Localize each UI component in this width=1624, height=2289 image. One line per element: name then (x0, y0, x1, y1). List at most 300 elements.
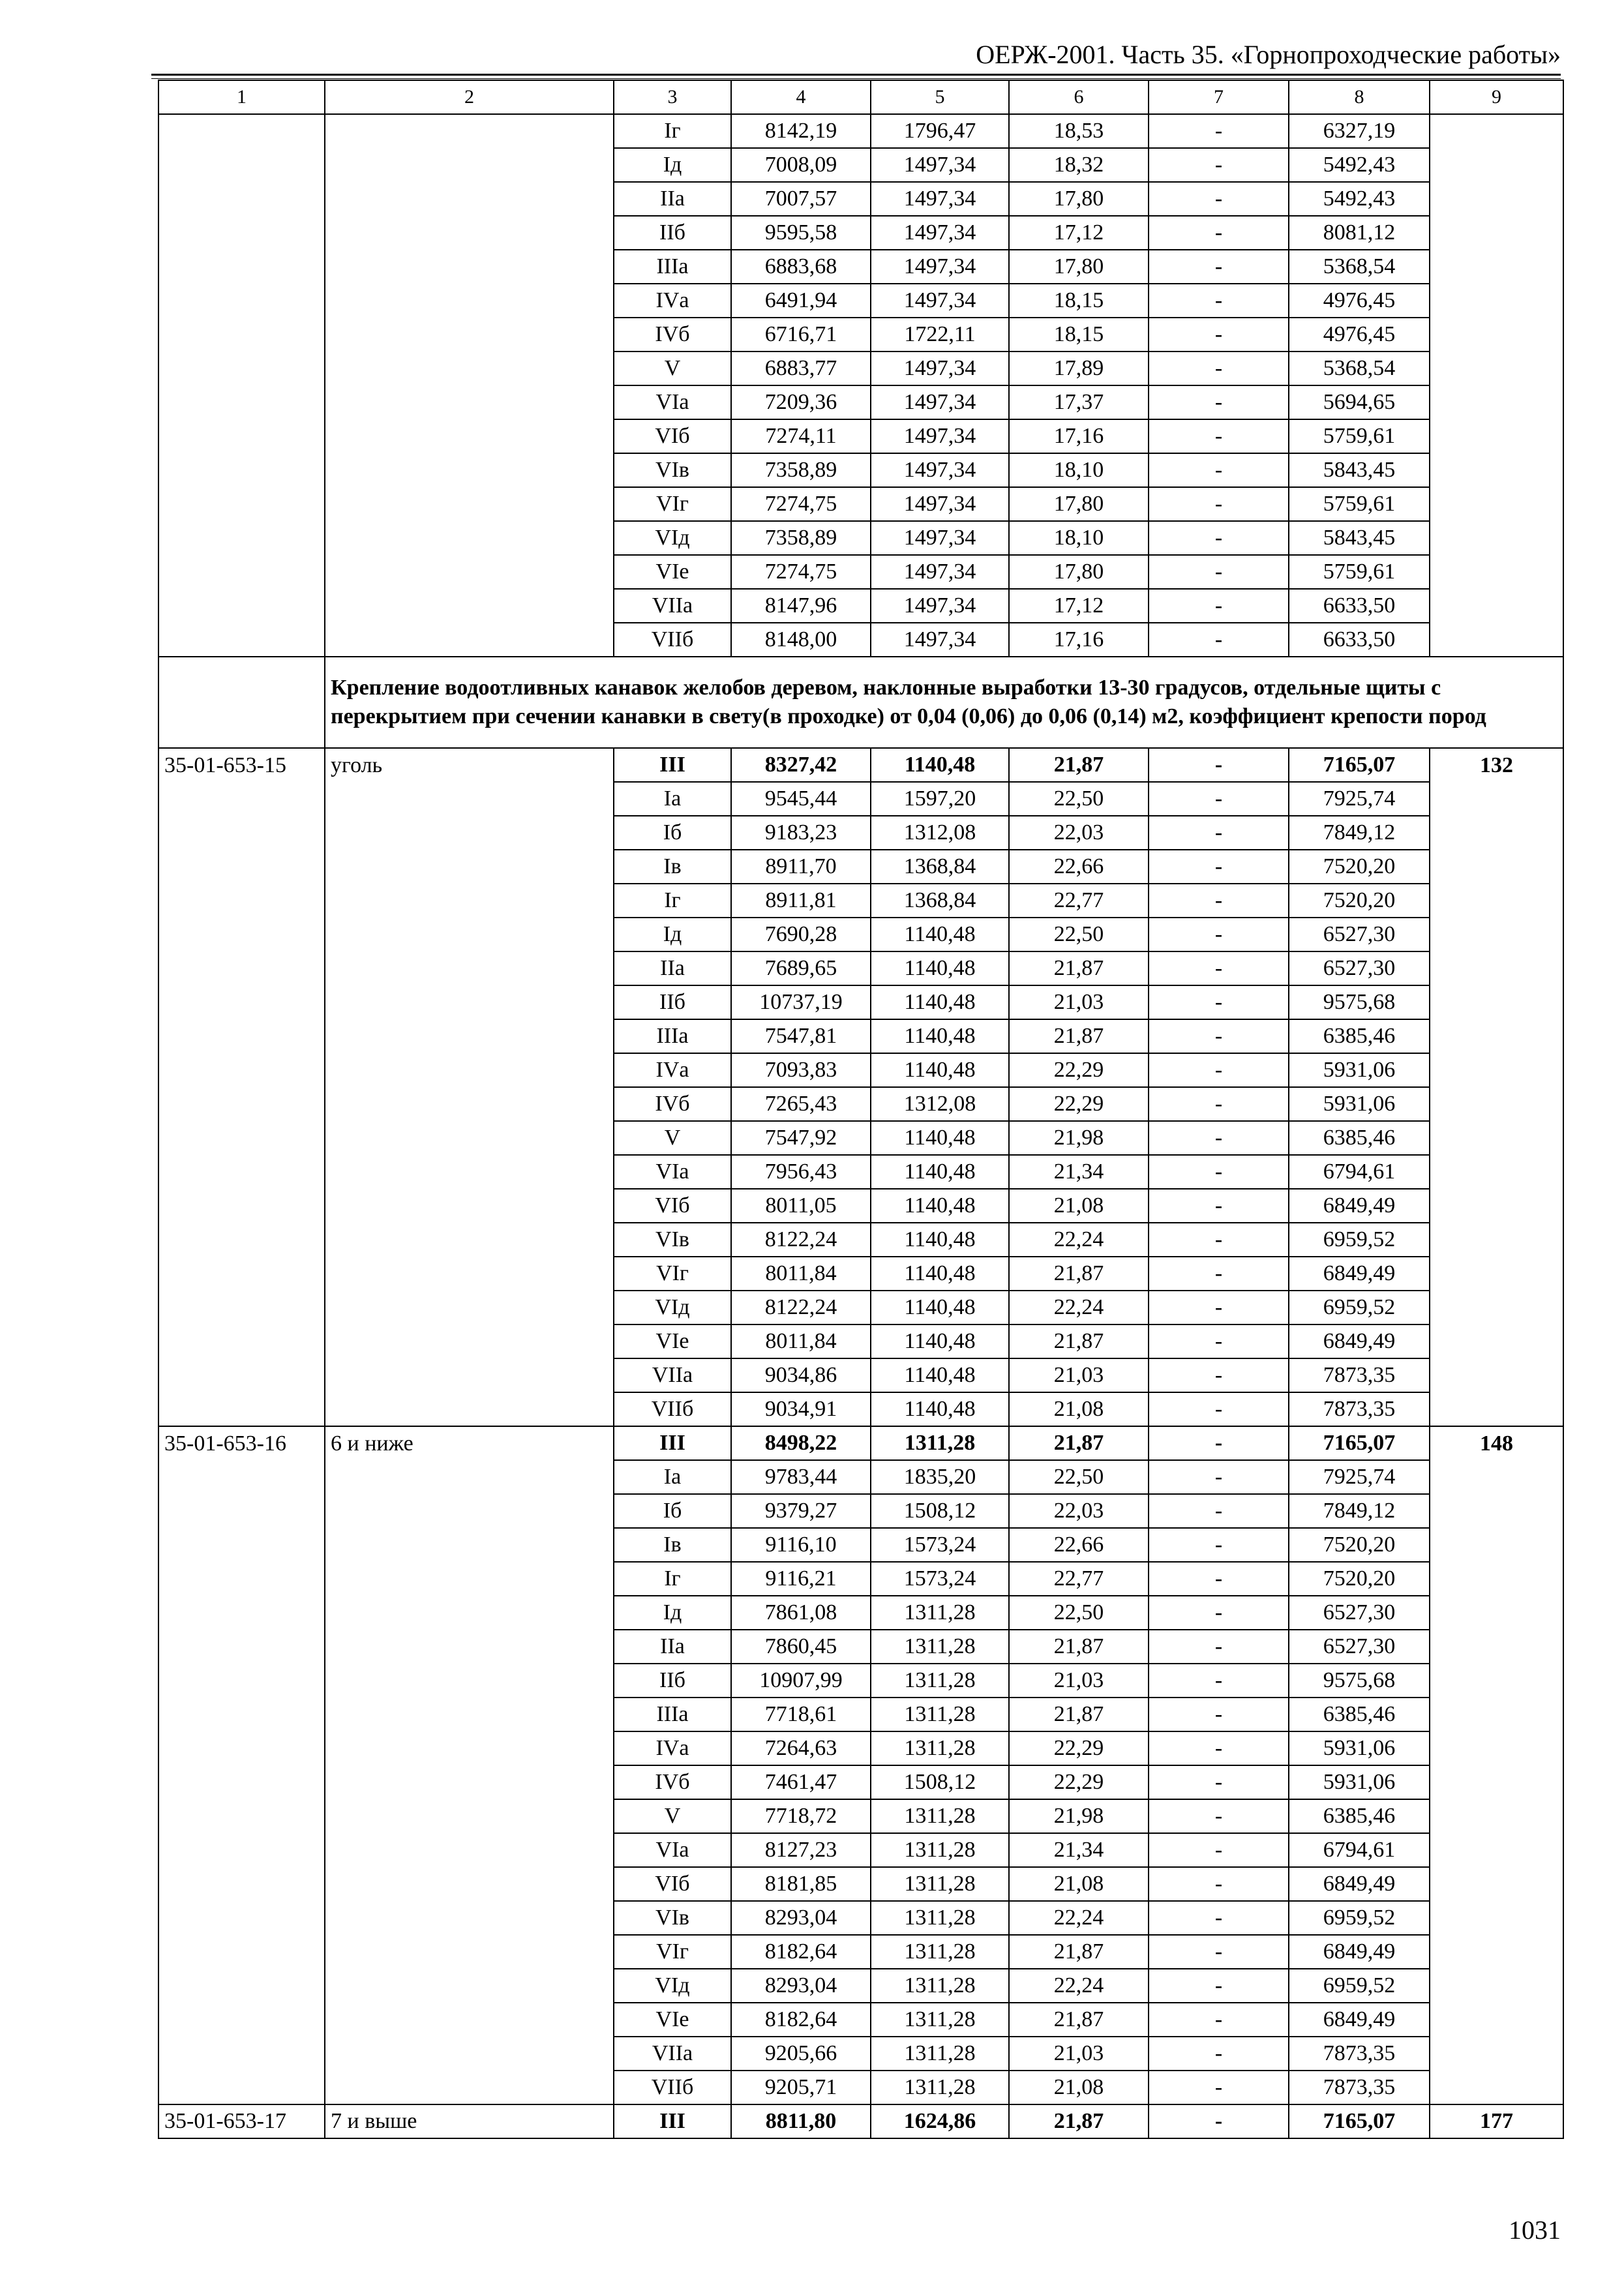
materials-cost: 6794,61 (1289, 1833, 1430, 1867)
table-row (158, 2003, 1563, 2037)
rock-category (325, 1223, 614, 1257)
total-cost: 6491,94 (731, 284, 871, 318)
total-cost: 9205,71 (731, 2071, 871, 2104)
group-number (1430, 1867, 1563, 1901)
column-number: 5 (871, 80, 1009, 114)
materials-cost: 7849,12 (1289, 1494, 1430, 1528)
group-number (1430, 1528, 1563, 1562)
group-number (1430, 419, 1563, 453)
rock-class: VIд (614, 1969, 731, 2003)
table-row (158, 182, 1563, 216)
rock-category (325, 1019, 614, 1053)
table-row (158, 1562, 1563, 1596)
table-row (158, 1596, 1563, 1630)
total-cost: 7358,89 (731, 521, 871, 555)
materials-cost: 6527,30 (1289, 918, 1430, 951)
table-row (158, 1087, 1563, 1121)
total-cost: 8327,42 (731, 748, 871, 782)
wages: 1497,34 (871, 284, 1009, 318)
rock-class: VIIб (614, 2071, 731, 2104)
rate-code (158, 1630, 325, 1664)
wages: 1497,34 (871, 216, 1009, 250)
materials-cost: 6794,61 (1289, 1155, 1430, 1189)
column-number: 9 (1430, 80, 1563, 114)
table-row (158, 748, 1563, 782)
materials-cost: 6527,30 (1289, 1596, 1430, 1630)
machinist-wages: - (1149, 1291, 1289, 1324)
group-number (1430, 318, 1563, 352)
wages: 1312,08 (871, 1087, 1009, 1121)
table-row (158, 1935, 1563, 1969)
table-row (158, 1257, 1563, 1291)
materials-cost: 7849,12 (1289, 816, 1430, 850)
materials-cost: 5843,45 (1289, 453, 1430, 487)
group-number (1430, 1596, 1563, 1630)
machinist-wages: - (1149, 1324, 1289, 1358)
rock-category (325, 318, 614, 352)
machine-cost: 21,87 (1009, 748, 1149, 782)
group-number (1430, 850, 1563, 884)
materials-cost: 6849,49 (1289, 1324, 1430, 1358)
rock-category (325, 1765, 614, 1799)
wages: 1311,28 (871, 2071, 1009, 2104)
rock-class: VIIб (614, 1392, 731, 1426)
machinist-wages: - (1149, 589, 1289, 623)
machine-cost: 22,24 (1009, 1969, 1149, 2003)
table-row (158, 816, 1563, 850)
machine-cost: 22,24 (1009, 1223, 1149, 1257)
group-number (1430, 918, 1563, 951)
total-cost: 9116,21 (731, 1562, 871, 1596)
machine-cost: 22,29 (1009, 1731, 1149, 1765)
total-cost: 8122,24 (731, 1291, 871, 1324)
group-number (1430, 487, 1563, 521)
table-row (158, 1223, 1563, 1257)
total-cost: 8127,23 (731, 1833, 871, 1867)
rock-class: IIа (614, 182, 731, 216)
machine-cost: 17,12 (1009, 589, 1149, 623)
group-number (1430, 216, 1563, 250)
materials-cost: 6849,49 (1289, 1189, 1430, 1223)
rock-category: 6 и ниже (325, 1426, 614, 1460)
total-cost: 7265,43 (731, 1087, 871, 1121)
rock-category (325, 623, 614, 657)
machinist-wages: - (1149, 2071, 1289, 2104)
rock-category (325, 385, 614, 419)
rate-code (158, 1664, 325, 1698)
rock-category: 7 и выше (325, 2104, 614, 2138)
rock-class: IVб (614, 1087, 731, 1121)
group-number: 148 (1430, 1426, 1563, 1460)
materials-cost: 6959,52 (1289, 1223, 1430, 1257)
rock-class: IIб (614, 1664, 731, 1698)
rate-code (158, 1223, 325, 1257)
group-number (1430, 1324, 1563, 1358)
group-number (1430, 1833, 1563, 1867)
column-number: 4 (731, 80, 871, 114)
machine-cost: 22,77 (1009, 1562, 1149, 1596)
rock-category (325, 816, 614, 850)
rock-category (325, 1935, 614, 1969)
total-cost: 7008,09 (731, 148, 871, 182)
machinist-wages: - (1149, 1528, 1289, 1562)
wages: 1140,48 (871, 951, 1009, 985)
wages: 1311,28 (871, 1901, 1009, 1935)
rate-code (158, 1698, 325, 1731)
machine-cost: 21,87 (1009, 2003, 1149, 2037)
rock-class: Iв (614, 1528, 731, 1562)
group-number (1430, 1494, 1563, 1528)
machinist-wages: - (1149, 1630, 1289, 1664)
machinist-wages: - (1149, 1765, 1289, 1799)
wages: 1140,48 (871, 1291, 1009, 1324)
rock-category (325, 1731, 614, 1765)
rate-code (158, 1155, 325, 1189)
machine-cost: 22,66 (1009, 850, 1149, 884)
rock-class: VIIа (614, 1358, 731, 1392)
rate-code (158, 850, 325, 884)
rock-category (325, 1087, 614, 1121)
group-number (1430, 114, 1563, 148)
rock-category (325, 951, 614, 985)
materials-cost: 5931,06 (1289, 1053, 1430, 1087)
rock-class: VIIа (614, 2037, 731, 2071)
machine-cost: 21,87 (1009, 1630, 1149, 1664)
group-number (1430, 1291, 1563, 1324)
rock-category (325, 1698, 614, 1731)
table-row (158, 2071, 1563, 2104)
machinist-wages: - (1149, 114, 1289, 148)
column-number: 8 (1289, 80, 1430, 114)
machine-cost: 18,53 (1009, 114, 1149, 148)
rock-category (325, 1630, 614, 1664)
group-number (1430, 1053, 1563, 1087)
group-number (1430, 148, 1563, 182)
total-cost: 8011,84 (731, 1324, 871, 1358)
wages: 1497,34 (871, 148, 1009, 182)
rate-code (158, 1562, 325, 1596)
table-row (158, 782, 1563, 816)
machinist-wages: - (1149, 1189, 1289, 1223)
materials-cost: 7520,20 (1289, 1528, 1430, 1562)
wages: 1796,47 (871, 114, 1009, 148)
machine-cost: 22,50 (1009, 918, 1149, 951)
group-number (1430, 1358, 1563, 1392)
group-number (1430, 1765, 1563, 1799)
table-row (158, 1358, 1563, 1392)
machine-cost: 21,03 (1009, 1358, 1149, 1392)
table-row (158, 850, 1563, 884)
rock-category (325, 1324, 614, 1358)
total-cost: 8122,24 (731, 1223, 871, 1257)
rock-class: VIд (614, 521, 731, 555)
rate-code (158, 148, 325, 182)
table-row (158, 352, 1563, 385)
table-row (158, 2037, 1563, 2071)
wages: 1311,28 (871, 1664, 1009, 1698)
rate-code (158, 1087, 325, 1121)
rock-class: VIIб (614, 623, 731, 657)
machinist-wages: - (1149, 1494, 1289, 1528)
materials-cost: 7165,07 (1289, 1426, 1430, 1460)
total-cost: 9595,58 (731, 216, 871, 250)
rock-class: VIд (614, 1291, 731, 1324)
wages: 1497,34 (871, 385, 1009, 419)
machine-cost: 18,15 (1009, 318, 1149, 352)
machine-cost: 21,08 (1009, 2071, 1149, 2104)
document-header-title: ОЕРЖ-2001. Часть 35. «Горнопроходческие работы» (976, 40, 1561, 69)
machine-cost: 22,50 (1009, 1596, 1149, 1630)
rock-category (325, 2071, 614, 2104)
rock-class: IVб (614, 1765, 731, 1799)
total-cost: 8182,64 (731, 1935, 871, 1969)
table-row (158, 318, 1563, 352)
rock-category (325, 1291, 614, 1324)
wages: 1311,28 (871, 2003, 1009, 2037)
header-rule (151, 74, 1561, 79)
machinist-wages: - (1149, 1833, 1289, 1867)
rock-category: уголь (325, 748, 614, 782)
rock-class: Iг (614, 1562, 731, 1596)
wages: 1368,84 (871, 850, 1009, 884)
rock-category (325, 1596, 614, 1630)
materials-cost: 5931,06 (1289, 1087, 1430, 1121)
total-cost: 9034,86 (731, 1358, 871, 1392)
materials-cost: 8081,12 (1289, 216, 1430, 250)
rock-class: VIе (614, 1324, 731, 1358)
rock-category (325, 1833, 614, 1867)
total-cost: 7689,65 (731, 951, 871, 985)
wages: 1312,08 (871, 816, 1009, 850)
rate-code (158, 521, 325, 555)
column-number: 2 (325, 80, 614, 114)
table-row (158, 589, 1563, 623)
materials-cost: 7520,20 (1289, 1562, 1430, 1596)
wages: 1497,34 (871, 182, 1009, 216)
total-cost: 7861,08 (731, 1596, 871, 1630)
machine-cost: 18,10 (1009, 521, 1149, 555)
table-row (158, 1121, 1563, 1155)
rock-class: VIг (614, 1935, 731, 1969)
group-number (1430, 1664, 1563, 1698)
materials-cost: 6959,52 (1289, 1291, 1430, 1324)
materials-cost: 7165,07 (1289, 748, 1430, 782)
machine-cost: 17,80 (1009, 182, 1149, 216)
total-cost: 8293,04 (731, 1901, 871, 1935)
total-cost: 7718,72 (731, 1799, 871, 1833)
total-cost: 7358,89 (731, 453, 871, 487)
machinist-wages: - (1149, 216, 1289, 250)
machinist-wages: - (1149, 1901, 1289, 1935)
machinist-wages: - (1149, 1596, 1289, 1630)
rock-category (325, 419, 614, 453)
rock-category (325, 884, 614, 918)
rock-category (325, 284, 614, 318)
total-cost: 7547,81 (731, 1019, 871, 1053)
total-cost: 7860,45 (731, 1630, 871, 1664)
machinist-wages: - (1149, 1562, 1289, 1596)
materials-cost: 6849,49 (1289, 2003, 1430, 2037)
materials-cost: 6849,49 (1289, 1257, 1430, 1291)
rock-category (325, 985, 614, 1019)
total-cost: 8498,22 (731, 1426, 871, 1460)
table-row (158, 1731, 1563, 1765)
machine-cost: 18,32 (1009, 148, 1149, 182)
rock-category (325, 1392, 614, 1426)
rate-code (158, 1596, 325, 1630)
machine-cost: 17,16 (1009, 419, 1149, 453)
materials-cost: 5843,45 (1289, 521, 1430, 555)
machinist-wages: - (1149, 1698, 1289, 1731)
machinist-wages: - (1149, 1087, 1289, 1121)
rate-code (158, 250, 325, 284)
machinist-wages: - (1149, 250, 1289, 284)
materials-cost: 7873,35 (1289, 1392, 1430, 1426)
materials-cost: 7165,07 (1289, 2104, 1430, 2138)
wages: 1508,12 (871, 1494, 1009, 1528)
wages: 1140,48 (871, 1324, 1009, 1358)
materials-cost: 5931,06 (1289, 1765, 1430, 1799)
total-cost: 8011,84 (731, 1257, 871, 1291)
machine-cost: 21,87 (1009, 1019, 1149, 1053)
rate-code (158, 1901, 325, 1935)
rate-code (158, 1189, 325, 1223)
rock-category (325, 1528, 614, 1562)
group-number (1430, 1460, 1563, 1494)
rate-code (158, 623, 325, 657)
rate-code: 35-01-653-16 (158, 1426, 325, 1460)
group-number (1430, 1799, 1563, 1833)
machine-cost: 17,80 (1009, 250, 1149, 284)
wages: 1140,48 (871, 1019, 1009, 1053)
wages: 1140,48 (871, 1358, 1009, 1392)
rock-class: VIIа (614, 589, 731, 623)
table-row (158, 1630, 1563, 1664)
machine-cost: 17,16 (1009, 623, 1149, 657)
table-row (158, 1324, 1563, 1358)
rate-code (158, 216, 325, 250)
materials-cost: 7925,74 (1289, 1460, 1430, 1494)
rate-code (158, 1460, 325, 1494)
rock-class: VIг (614, 1257, 731, 1291)
materials-cost: 7873,35 (1289, 2037, 1430, 2071)
rates-table (158, 80, 1564, 2139)
rock-category (325, 182, 614, 216)
machine-cost: 22,29 (1009, 1053, 1149, 1087)
materials-cost: 6527,30 (1289, 1630, 1430, 1664)
rock-class: Iб (614, 816, 731, 850)
total-cost: 7956,43 (731, 1155, 871, 1189)
group-number (1430, 589, 1563, 623)
machinist-wages: - (1149, 816, 1289, 850)
machinist-wages: - (1149, 1935, 1289, 1969)
total-cost: 8182,64 (731, 2003, 871, 2037)
rate-code (158, 1392, 325, 1426)
group-number (1430, 951, 1563, 985)
rate-code (158, 589, 325, 623)
rock-class: VIа (614, 1155, 731, 1189)
wages: 1573,24 (871, 1562, 1009, 1596)
rate-code (158, 318, 325, 352)
group-number (1430, 1562, 1563, 1596)
total-cost: 8293,04 (731, 1969, 871, 2003)
wages: 1497,34 (871, 487, 1009, 521)
table-row (158, 1426, 1563, 1460)
group-number (1430, 884, 1563, 918)
rock-class: VIе (614, 2003, 731, 2037)
machine-cost: 21,34 (1009, 1833, 1149, 1867)
rock-category (325, 1664, 614, 1698)
rock-class: IIб (614, 216, 731, 250)
group-number: 132 (1430, 748, 1563, 782)
machine-cost: 17,37 (1009, 385, 1149, 419)
table-row (158, 1189, 1563, 1223)
machinist-wages: - (1149, 385, 1289, 419)
group-number (1430, 555, 1563, 589)
materials-cost: 6385,46 (1289, 1698, 1430, 1731)
group-number: 177 (1430, 2104, 1563, 2138)
total-cost: 7690,28 (731, 918, 871, 951)
machinist-wages: - (1149, 1053, 1289, 1087)
machinist-wages: - (1149, 1392, 1289, 1426)
rock-class: Iд (614, 918, 731, 951)
total-cost: 10907,99 (731, 1664, 871, 1698)
rate-code (158, 884, 325, 918)
rock-category (325, 114, 614, 148)
machine-cost: 21,08 (1009, 1867, 1149, 1901)
machine-cost: 22,66 (1009, 1528, 1149, 1562)
materials-cost: 6385,46 (1289, 1019, 1430, 1053)
rock-class: Iг (614, 884, 731, 918)
rate-code (158, 1358, 325, 1392)
total-cost: 9545,44 (731, 782, 871, 816)
machine-cost: 21,87 (1009, 2104, 1149, 2138)
total-cost: 8911,70 (731, 850, 871, 884)
rock-class: III (614, 1426, 731, 1460)
wages: 1311,28 (871, 1833, 1009, 1867)
rock-category (325, 352, 614, 385)
wages: 1311,28 (871, 1731, 1009, 1765)
machinist-wages: - (1149, 1799, 1289, 1833)
section-spacer (158, 657, 325, 748)
rate-code (158, 114, 325, 148)
rock-category (325, 453, 614, 487)
group-number (1430, 1189, 1563, 1223)
table-row (158, 114, 1563, 148)
group-number (1430, 1969, 1563, 2003)
group-number (1430, 2037, 1563, 2071)
wages: 1311,28 (871, 1426, 1009, 1460)
rock-class: IVа (614, 1053, 731, 1087)
machine-cost: 17,80 (1009, 487, 1149, 521)
wages: 1835,20 (871, 1460, 1009, 1494)
total-cost: 7209,36 (731, 385, 871, 419)
wages: 1140,48 (871, 1392, 1009, 1426)
materials-cost: 5492,43 (1289, 148, 1430, 182)
machine-cost: 21,03 (1009, 1664, 1149, 1698)
total-cost: 7718,61 (731, 1698, 871, 1731)
rate-code (158, 453, 325, 487)
group-number (1430, 453, 1563, 487)
machinist-wages: - (1149, 419, 1289, 453)
wages: 1311,28 (871, 2037, 1009, 2071)
total-cost: 8811,80 (731, 2104, 871, 2138)
materials-cost: 5931,06 (1289, 1731, 1430, 1765)
rock-category (325, 850, 614, 884)
wages: 1311,28 (871, 1630, 1009, 1664)
group-number (1430, 1257, 1563, 1291)
rock-class: Iг (614, 114, 731, 148)
